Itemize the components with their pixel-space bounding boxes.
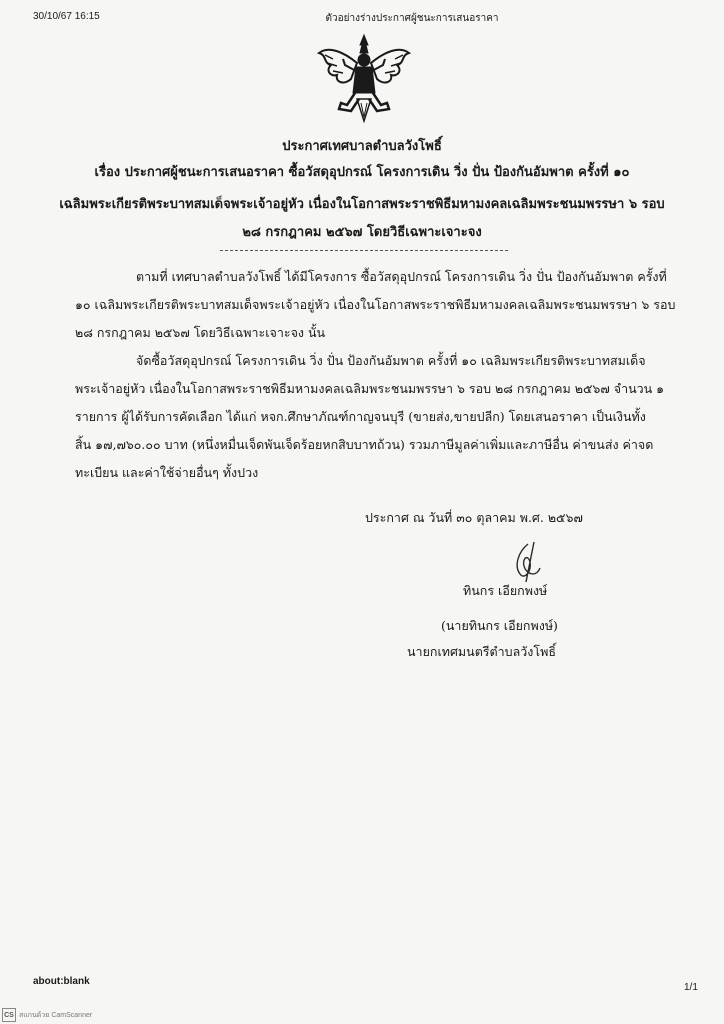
subject-line-1: เรื่อง ประกาศผู้ชนะการเสนอราคา ซื้อวัสดุอุปกรณ์ โครงการเดิน วิ่ง ปั่น ป้องกันอัมพาต ครั้งที่ ๑๐	[94, 165, 630, 180]
scanner-label: สแกนด้วย CamScanner	[19, 1011, 93, 1019]
para2-line-2: พระเจ้าอยู่หัว เนื่องในโอกาสพระราชพิธีมหามงคลเฉลิมพระชนมพรรษา ๖ รอบ ๒๘ กรกฎาคม ๒๕๖๗ จำนวน ๑	[75, 381, 665, 396]
para2-line-1: จัดซื้อวัสดุอุปกรณ์ โครงการเดิน วิ่ง ปั่น ป้องกันอัมพาต ครั้งที่ ๑๐ เฉลิมพระเกียรติพระบาทสมเด็จ	[136, 353, 646, 368]
issuer-title: ประกาศเทศบาลตำบลวังโพธิ์	[282, 139, 442, 154]
handwritten-signature	[508, 540, 544, 584]
divider	[220, 250, 508, 251]
para1-line-1: ตามที่ เทศบาลตำบลวังโพธิ์ ได้มีโครงการ ซื้อวัสดุอุปกรณ์ โครงการเดิน วิ่ง ปั่น ป้องกันอัมพาต ครั้งที่	[136, 269, 667, 284]
footer-url: about:blank	[33, 976, 90, 987]
subject-line-3: ๒๘ กรกฎาคม ๒๕๖๗ โดยวิธีเฉพาะเจาะจง	[242, 225, 482, 240]
para2-line-4: สิ้น ๑๗,๗๖๐.๐๐ บาท (หนึ่งหมื่นเจ็ดพันเจ็ดร้อยหกสิบบาทถ้วน) รวมภาษีมูลค่าเพิ่มและภาษีอื่น ค่าขนส่ง ค่าจด	[75, 437, 654, 452]
page-number: 1/1	[684, 982, 698, 993]
doc-type-label: ตัวอย่างร่างประกาศผู้ชนะการเสนอราคา	[325, 13, 499, 24]
scanner-badge	[2, 1008, 92, 1022]
subject-line-2: เฉลิมพระเกียรติพระบาทสมเด็จพระเจ้าอยู่หัว เนื่องในโอกาสพระราชพิธีมหามงคลเฉลิมพระชนมพรรษา ๖ รอบ	[59, 197, 665, 212]
camscanner-icon: CS	[2, 1008, 16, 1022]
signer-fullname: (นายทินกร เอียกพงษ์)	[441, 618, 558, 633]
para1-line-2: ๑๐ เฉลิมพระเกียรติพระบาทสมเด็จพระเจ้าอยู่หัว เนื่องในโอกาสพระราชพิธีมหามงคลเฉลิมพระชนมพรรษา ๖ รอบ	[75, 297, 676, 312]
signer-name: ทินกร เอียกพงษ์	[463, 583, 548, 598]
garuda-emblem-icon	[317, 33, 411, 123]
para2-line-5: ทะเบียน และค่าใช้จ่ายอื่นๆ ทั้งปวง	[75, 465, 259, 480]
para2-line-3: รายการ ผู้ได้รับการคัดเลือก ได้แก่ หจก.ศึกษาภัณฑ์กาญจนบุรี (ขายส่ง,ขายปลีก) โดยเสนอราคา เป็นเงินทั้ง	[75, 409, 646, 424]
print-timestamp: 30/10/67 16:15	[33, 11, 100, 22]
para1-line-3: ๒๘ กรกฎาคม ๒๕๖๗ โดยวิธีเฉพาะเจาะจง นั้น	[75, 325, 326, 340]
signer-position: นายกเทศมนตรีตำบลวังโพธิ์	[407, 644, 556, 659]
announce-date: ประกาศ ณ วันที่ ๓๐ ตุลาคม พ.ศ. ๒๕๖๗	[365, 510, 583, 525]
